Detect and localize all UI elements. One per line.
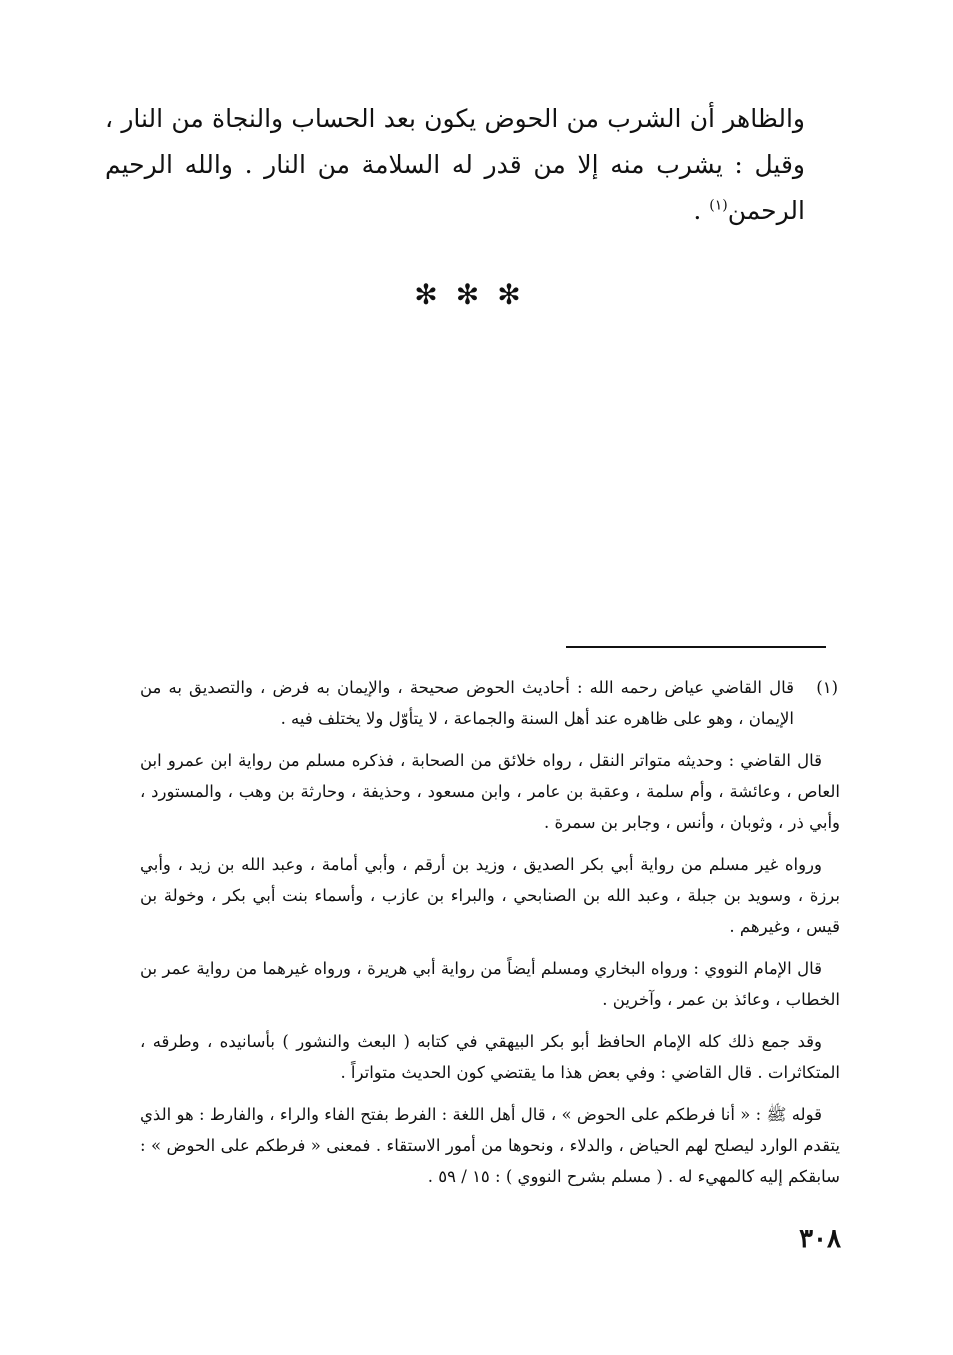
footnote-paragraph: وقد جمع ذلك كله الإمام الحافظ أبو بكر البيهقي في كتابه ( البعث والنشور ) بأسانيده ، وطرقه ، المتكاثرات . قال القاضي : وفي بعض هذا ما يقتضي كون الحديث متواتراً . — [140, 1032, 840, 1082]
main-paragraph-end: . — [693, 196, 710, 225]
section-separator — [0, 278, 953, 311]
page-number: ٣٠٨ — [799, 1224, 841, 1254]
main-paragraph — [105, 96, 805, 234]
main-text-block — [105, 96, 805, 234]
separator-star-glyphs: ✻✻✻ — [414, 278, 539, 311]
footnotes-block — [140, 672, 840, 1203]
footnote-paragraph: قال الإمام النووي : ورواه البخاري ومسلم أيضاً من رواية أبي هريرة ، ورواه غيرهما من رواية عمر بن الخطاب ، وعائذ بن عمر ، وآخرين . — [140, 959, 840, 1009]
footnote-number: (١) — [816, 678, 838, 697]
main-paragraph-text: والظاهر أن الشرب من الحوض يكون بعد الحساب والنجاة من النار ، وقيل : يشرب منه إلا من قدر له السلامة من النار . والله الرحيم الرحمن — [105, 104, 805, 225]
footnote-paragraph: قوله ﷺ : « أنا فرطكم على الحوض » ، قال أهل اللغة : الفرط بفتح الفاء والراء ، والفارط : هو الذي يتقدم الوارد ليصلح لهم الحياض ، والدلاء ، ونحوها من أمور الاستقاء . فمعنى « فرطكم على الحوض » : سابقكم إليه كالمهيء له . ( مسلم بشرح النووي ) : ١٥ / ٥٩ . — [140, 1105, 840, 1186]
footnote-divider — [566, 646, 826, 648]
footnote-paragraph: قال القاضي : وحديثه متواتر النقل ، رواه خلائق من الصحابة ، فذكره مسلم من رواية ابن عمرو ابن العاص ، وعائشة ، وأم سلمة ، وعقبة بن عامر ، وابن مسعود ، وحذيفة ، وحارثة بن وهب ، والمستورد ، وأبي ذر ، وثوبان ، وأنس ، وجابر بن سمرة . — [140, 751, 840, 832]
footnote-paragraph: قال القاضي عياض رحمه الله : أحاديث الحوض صحيحة ، والإيمان به فرض ، والتصديق به من الإيمان ، وهو على ظاهره عند أهل السنة والجماعة ، لا يتأوّل ولا يختلف فيه . — [140, 678, 794, 728]
footnote-reference[interactable]: (١) — [709, 197, 728, 214]
footnote-paragraph: ورواه غير مسلم من رواية أبي بكر الصديق ، وزيد بن أرقم ، وأبي أمامة ، وعبد الله بن زيد ، وأبي برزة ، وسويد بن جبلة ، وعبد الله بن الصنابحي ، والبراء بن عازب ، وأسماء بنت أبي بكر ، وخولة بن قيس ، وغيرهم . — [140, 855, 840, 936]
